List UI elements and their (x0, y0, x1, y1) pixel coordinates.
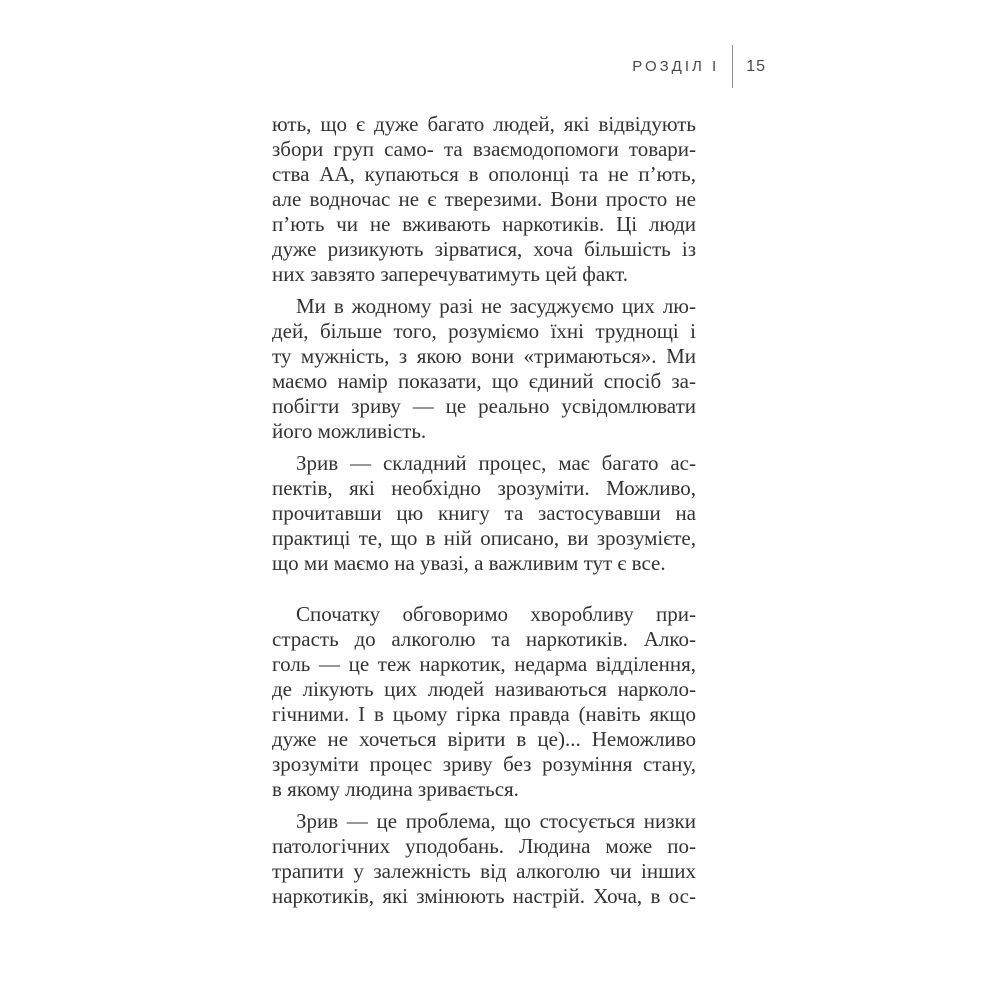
page-body (272, 112, 696, 916)
text-line: гічними. І в цьому гірка правда (навіть якщо (272, 702, 696, 726)
text-line: практиці те, що в ній описано, ви зрозумієте, (272, 526, 696, 550)
paragraph (272, 112, 696, 287)
text-line: ють, що є дуже багато людей, які відвідують (272, 112, 696, 136)
text-line: де лікують цих людей називаються нарколо- (272, 677, 696, 701)
text-line: Зрив — складний процес, має багато ас- (296, 451, 696, 475)
text-line: побігти зриву — це реально усвідомлювати (272, 394, 696, 418)
text-line: Ми в жодному разі не засуджуємо цих лю- (296, 294, 696, 318)
page-number: 15 (746, 57, 766, 75)
text-line: зрозуміти процес зриву без розуміння стану, (272, 752, 696, 776)
text-line: голь — це теж наркотик, недарма відділення, (272, 652, 696, 676)
text-line: п’ють чи не вживають наркотиків. Ці люди (272, 212, 696, 236)
text-line: Спочатку обговоримо хворобливу при- (296, 602, 696, 626)
text-line: дуже ризикують зірватися, хоча більшість із (272, 237, 696, 261)
paragraph (272, 809, 696, 909)
text-line: що ми маємо на увазі, а важливим тут є все. (272, 551, 666, 575)
text-line: маємо намір показати, що єдиний спосіб за- (272, 369, 696, 393)
header-divider (732, 45, 733, 88)
text-line: ту мужність, з якою вони «тримаються». Ми (272, 344, 696, 368)
text-line: дей, більше того, розуміємо їхні труднощі і (272, 319, 696, 343)
text-line: але водночас не є тверезими. Вони просто не (272, 187, 696, 211)
text-line: дуже не хочеться вірити в це)... Неможливо (272, 727, 696, 751)
text-line: його можливість. (272, 419, 427, 443)
text-line: патологічних уподобань. Людина може по- (272, 834, 696, 858)
text-line: в якому людина зривається. (272, 777, 519, 801)
text-line: ства АА, купаються в ополонці та не п’ють, (272, 162, 696, 186)
paragraph (272, 602, 696, 802)
text-line: наркотиків, які змінюють настрій. Хоча, в ос- (272, 884, 696, 908)
text-line: збори груп само- та взаємодопомоги товари- (272, 137, 696, 161)
text-line: трапити у залежність від алкоголю чи інших (272, 859, 696, 883)
page-header (632, 45, 766, 88)
text-line: них завзято заперечуватимуть цей факт. (272, 262, 628, 286)
text-line: пектів, які необхідно зрозуміти. Можливо, (272, 476, 696, 500)
chapter-label: РОЗДІЛ І (632, 58, 720, 75)
paragraph (272, 294, 696, 444)
text-line: страсть до алкоголю та наркотиків. Алко- (272, 627, 696, 651)
text-line: прочитавши цю книгу та застосувавши на (272, 501, 696, 525)
text-line: Зрив — це проблема, що стосується низки (296, 809, 696, 833)
paragraph (272, 451, 696, 576)
